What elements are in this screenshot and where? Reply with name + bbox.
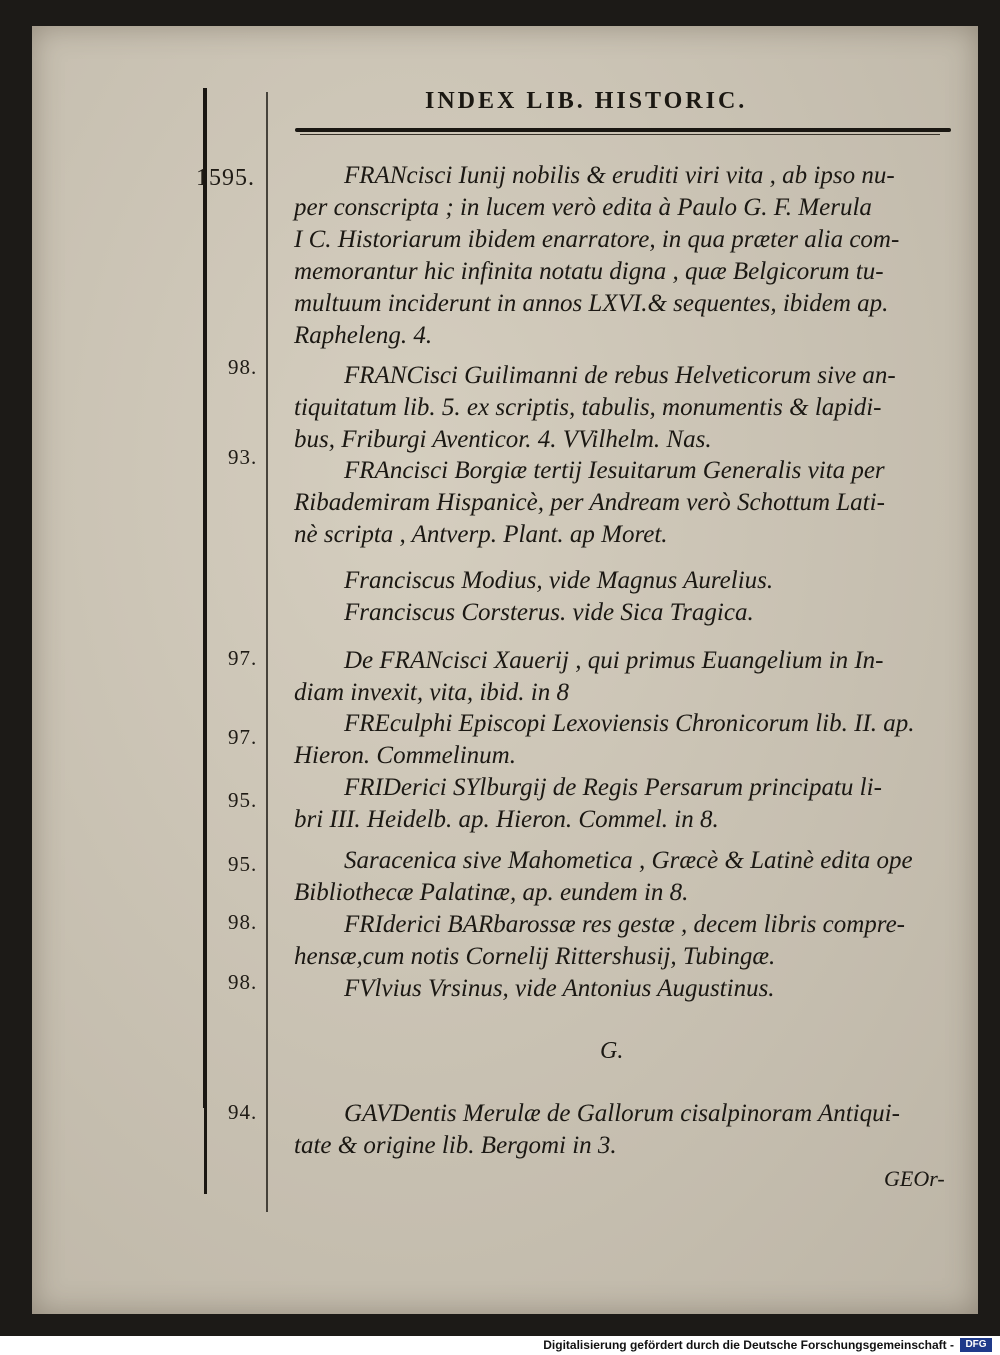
entry-line: Hieron. Commelinum. (294, 742, 516, 769)
entry-year: 98. (228, 970, 258, 994)
footer-credit: Digitalisierung gefördert durch die Deutsche Forschungsgemeinschaft - (543, 1338, 954, 1352)
index-entry (294, 845, 962, 909)
entry-line: FRIderici BARbarossæ res gestæ , decem libris compre- (344, 911, 906, 938)
entry-line: Franciscus Modius, vide Magnus Aurelius. (344, 567, 774, 594)
entry-year: 98. (228, 910, 258, 934)
entry-year: 95. (228, 852, 258, 876)
index-entry (294, 909, 962, 973)
index-entry (294, 973, 962, 1005)
entry-line: per conscripta ; in lucem verò edita à Paulo G. F. Merula (294, 194, 872, 221)
entry-line: bri III. Heidelb. ap. Hieron. Commel. in 8. (294, 806, 719, 833)
entry-line: tate & origine lib. Bergomi in 3. (294, 1132, 617, 1159)
entry-year: 93. (228, 445, 258, 469)
index-entry (294, 455, 962, 551)
section-letter: G. (600, 1038, 624, 1064)
entry-year: 97. (228, 725, 258, 749)
index-entry (294, 772, 962, 836)
entry-line: FRAncisci Borgiæ tertij Iesuitarum Generalis vita per (344, 457, 885, 484)
entry-line: Bibliothecæ Palatinæ, ap. eundem in 8. (294, 879, 689, 906)
entry-line: Ribademiram Hispanicè, per Andream verò Schottum Lati- (294, 489, 885, 516)
entry-year: 97. (228, 646, 258, 670)
entry-line: multuum inciderunt in annos LXVI.& sequentes, ibidem ap. (294, 290, 889, 317)
entry-line: Franciscus Corsterus. vide Sica Tragica. (344, 599, 754, 626)
index-entry (294, 645, 962, 709)
header-rule-thin (300, 134, 940, 135)
entry-year: 1595. (196, 165, 255, 191)
margin-rule-lower (204, 1094, 207, 1194)
entry-line: De FRANcisci Xauerij , qui primus Euangelium in In- (344, 647, 884, 674)
footer-bar (0, 1336, 1000, 1355)
index-entry (294, 160, 962, 352)
entry-line: FRANCisci Guilimanni de rebus Helveticorum sive an- (344, 362, 896, 389)
entry-line: GAVDentis Merulæ de Gallorum cisalpinoram Antiqui- (344, 1100, 900, 1127)
dfg-logo: DFG (960, 1338, 992, 1352)
entry-line: diam invexit, vita, ibid. in 8 (294, 679, 569, 706)
index-entry (294, 1098, 962, 1162)
catchword: GEOr- (884, 1166, 945, 1191)
index-entry (294, 708, 962, 772)
index-entry (294, 360, 962, 456)
entry-line: Rapheleng. 4. (294, 322, 433, 349)
entry-line: FREculphi Episcopi Lexoviensis Chronicorum lib. II. ap. (344, 710, 915, 737)
entry-year: 94. (228, 1100, 258, 1124)
entry-line: FRANcisci Iunij nobilis & eruditi viri vita , ab ipso nu- (344, 162, 895, 189)
entry-line: tiquitatum lib. 5. ex scriptis, tabulis, monumentis & lapidi- (294, 394, 882, 421)
entry-line: memorantur hic infinita notatu digna , quæ Belgicorum tu- (294, 258, 884, 285)
index-entry (294, 565, 962, 629)
header-rule (295, 128, 951, 132)
entry-line: nè scripta , Antverp. Plant. ap Moret. (294, 521, 668, 548)
margin-rule (203, 88, 207, 1108)
entry-line: Saracenica sive Mahometica , Græcè & Latinè edita ope (344, 847, 913, 874)
entry-line: FRIDerici SYlburgij de Regis Persarum principatu li- (344, 774, 882, 801)
column-rule (266, 92, 268, 1212)
entry-line: hensæ,cum notis Cornelij Rittershusij, Tubingæ. (294, 943, 776, 970)
entry-line: I C. Historiarum ibidem enarratore, in qua præter alia com- (294, 226, 900, 253)
running-header: INDEX LIB. HISTORIC. (425, 88, 748, 114)
entry-line: FVlvius Vrsinus, vide Antonius Augustinus. (344, 975, 775, 1002)
entry-year: 95. (228, 788, 258, 812)
entry-line: bus, Friburgi Aventicor. 4. VVilhelm. Nas. (294, 426, 712, 453)
entry-year: 98. (228, 355, 258, 379)
